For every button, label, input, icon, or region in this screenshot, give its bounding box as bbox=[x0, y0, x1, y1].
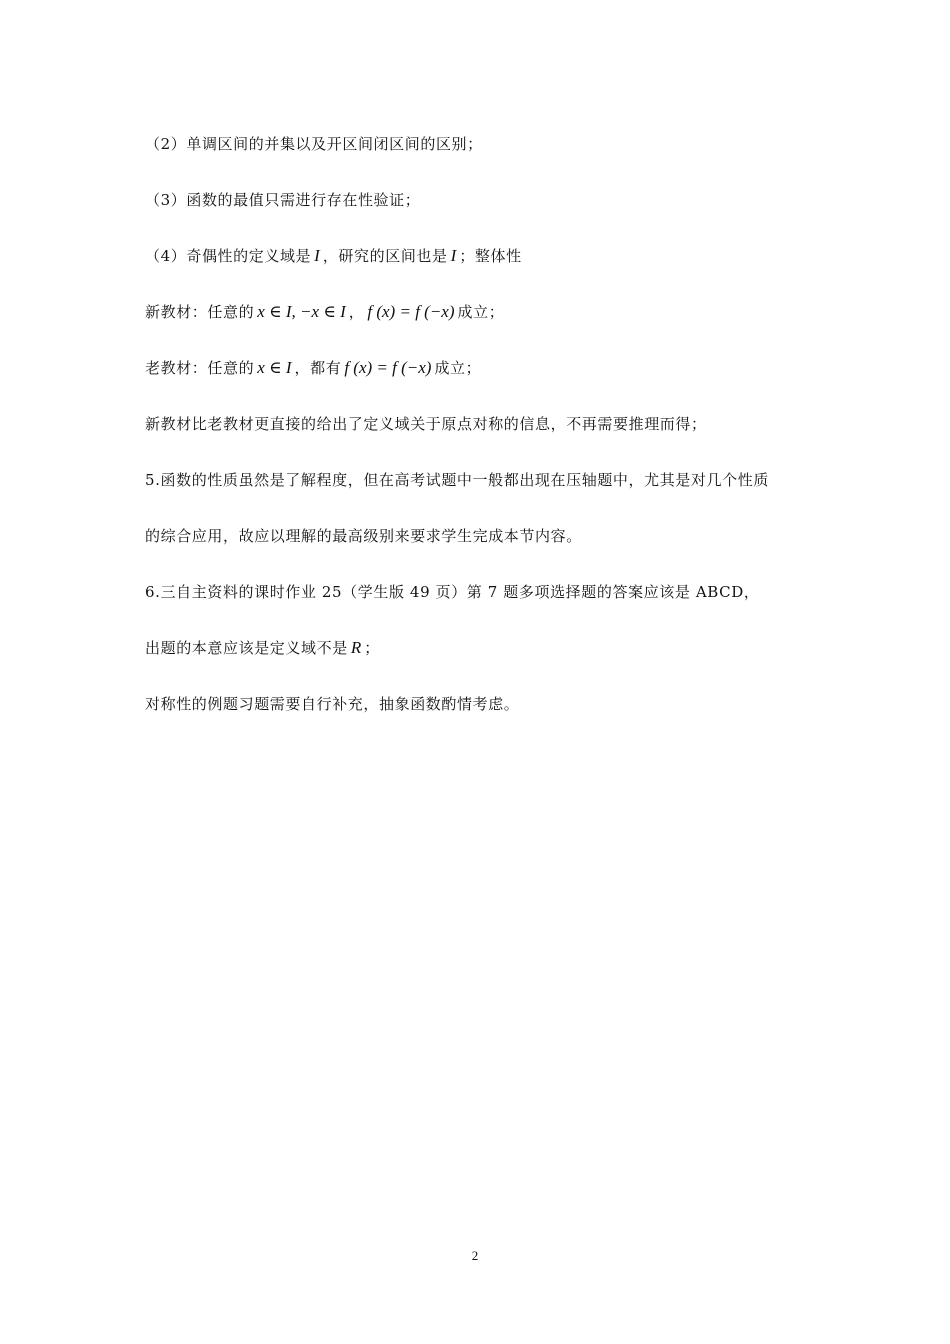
text-segment: ，都有 bbox=[294, 359, 342, 377]
text-line-point-5-cont: 的综合应用，故应以理解的最高级别来要求学生完成本节内容。 bbox=[145, 527, 582, 545]
text-line-point-6-cont bbox=[145, 638, 380, 658]
text-line-new-textbook bbox=[145, 302, 504, 322]
math-expression: x ∈ I, −x ∈ I bbox=[257, 302, 346, 321]
text-line-symmetry: 对称性的例题习题需要自行补充，抽象函数酌情考虑。 bbox=[145, 695, 520, 713]
text-segment: ， bbox=[348, 303, 365, 321]
text-line-comparison: 新教材比老教材更直接的给出了定义域关于原点对称的信息，不再需要推理而得； bbox=[145, 415, 707, 433]
text-line-old-textbook bbox=[145, 358, 481, 378]
page-number: 2 bbox=[471, 1248, 479, 1263]
math-expression: x ∈ I bbox=[257, 358, 292, 377]
text-segment: ； bbox=[364, 639, 380, 657]
text-segment: 出题的本意应该是定义域不是 bbox=[145, 639, 348, 657]
text-segment: ，研究的区间也是 bbox=[322, 247, 448, 265]
text-line-point-6: 6.三自主资料的课时作业 25（学生版 49 页）第 7 题多项选择题的答案应该是 ABCD， bbox=[145, 583, 760, 601]
math-symbol: I bbox=[314, 246, 320, 265]
text-segment: 老教材：任意的 bbox=[145, 359, 255, 377]
text-segment: 成立； bbox=[457, 303, 505, 321]
text-line-point-5: 5.函数的性质虽然是了解程度，但在高考试题中一般都出现在压轴题中，尤其是对几个性质 bbox=[145, 471, 769, 489]
text-line-extremum: （3）函数的最值只需进行存在性验证； bbox=[145, 191, 421, 209]
math-expression: f (x) = f (−x) bbox=[344, 358, 432, 377]
text-segment: （4）奇偶性的定义域是 bbox=[145, 247, 312, 265]
text-segment: ；整体性 bbox=[459, 247, 522, 265]
math-symbol: I bbox=[450, 246, 457, 265]
text-segment: 成立； bbox=[434, 359, 482, 377]
text-segment: 新教材：任意的 bbox=[145, 303, 255, 321]
text-line-interval-union: （2）单调区间的并集以及开区间闭区间的区别； bbox=[145, 135, 483, 153]
math-expression: f (x) = f (−x) bbox=[367, 302, 455, 321]
math-symbol: R bbox=[350, 638, 362, 657]
text-line-parity-domain bbox=[145, 246, 522, 266]
